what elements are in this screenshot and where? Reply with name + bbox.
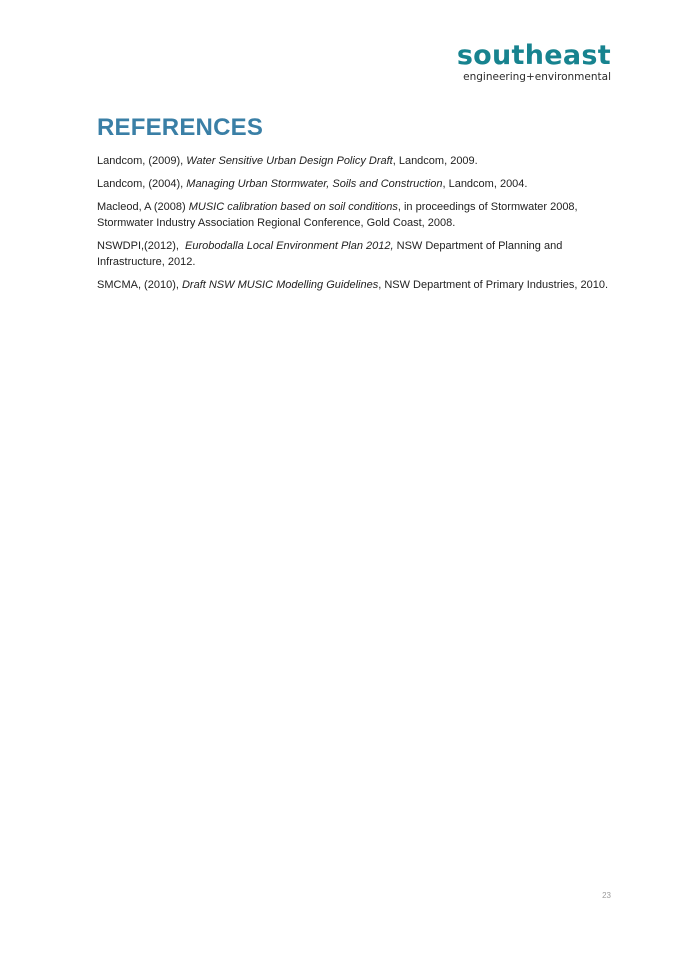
page-number: 23 — [602, 891, 611, 900]
reference-author: NSWDPI,(2012), — [97, 240, 186, 252]
reference-details: , Landcom, 2004. — [442, 178, 528, 190]
reference-author: Landcom, (2009), — [97, 155, 187, 167]
reference-title: MUSIC calibration based on soil conditions — [188, 201, 398, 213]
reference-title: Draft NSW MUSIC Modelling Guidelines — [181, 279, 379, 291]
reference-item — [97, 277, 612, 293]
reference-item — [97, 199, 612, 231]
reference-details: NSW Department of Planning and Infrastructure, 2012. — [97, 240, 563, 268]
logo-wordmark: southeast — [456, 40, 611, 71]
reference-title: Managing Urban Stormwater, Soils and Construction — [186, 178, 443, 190]
company-logo — [457, 42, 611, 83]
reference-author: Landcom, (2004), — [97, 178, 187, 190]
page-title: REFERENCES — [97, 114, 264, 141]
reference-author: Macleod, A (2008) — [97, 201, 189, 213]
references-section — [97, 114, 612, 300]
logo-tagline: engineering+environmental — [463, 71, 611, 83]
reference-details: , in proceedings of Stormwater 2008, Stormwater Industry Association Regional Conference, Gold Coast, 2008. — [97, 201, 578, 229]
reference-item — [97, 153, 612, 169]
reference-list — [97, 153, 612, 293]
reference-title: Water Sensitive Urban Design Policy Draft — [186, 155, 393, 167]
reference-item — [97, 238, 612, 270]
reference-details: , NSW Department of Primary Industries, 2010. — [378, 279, 609, 291]
reference-author: SMCMA, (2010), — [97, 279, 182, 291]
reference-details: , Landcom, 2009. — [392, 155, 478, 167]
reference-item — [97, 176, 612, 192]
reference-title: Eurobodalla Local Environment Plan 2012, — [185, 240, 394, 252]
